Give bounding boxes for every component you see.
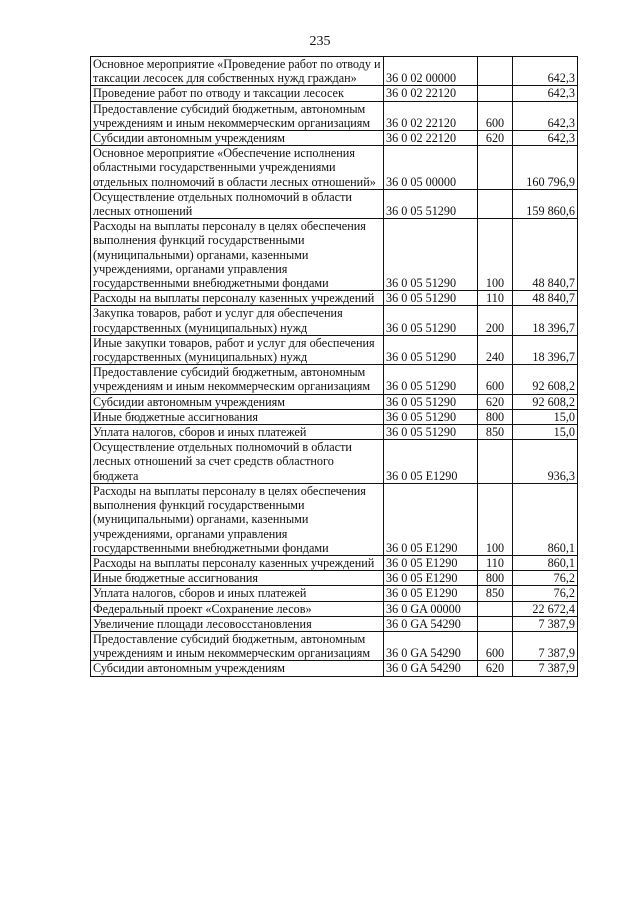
row-name-cell: Закупка товаров, работ и услуг для обеспечения государственных (муниципальных) нужд — [91, 306, 384, 335]
row-expense-type-cell: 850 — [478, 586, 513, 601]
row-code-cell: 36 0 05 51290 — [384, 409, 478, 424]
row-name-cell: Иные бюджетные ассигнования — [91, 571, 384, 586]
row-code-cell: 36 0 GA 54290 — [384, 631, 478, 660]
table-row — [91, 86, 578, 101]
row-sum-cell: 76,2 — [513, 571, 578, 586]
table-row — [91, 425, 578, 440]
table-row — [91, 57, 578, 86]
row-code-cell: 36 0 02 00000 — [384, 57, 478, 86]
row-code-cell: 36 0 05 51290 — [384, 291, 478, 306]
row-name-cell: Субсидии автономным учреждениям — [91, 661, 384, 676]
row-expense-type-cell: 620 — [478, 394, 513, 409]
row-code-cell: 36 0 05 51290 — [384, 219, 478, 291]
row-sum-cell: 860,1 — [513, 555, 578, 570]
row-sum-cell: 18 396,7 — [513, 335, 578, 364]
row-name-cell: Увеличение площади лесовосстановления — [91, 616, 384, 631]
row-name-cell: Расходы на выплаты персоналу в целях обеспечения выполнения функций государственными (муниципальными) органами, казенными учреждениями, органами управления государственными внебюджетными фондами — [91, 219, 384, 291]
table-row — [91, 101, 578, 130]
row-code-cell: 36 0 05 E1290 — [384, 483, 478, 555]
row-code-cell: 36 0 05 51290 — [384, 306, 478, 335]
row-name-cell: Предоставление субсидий бюджетным, автономным учреждениям и иным некоммерческим организациям — [91, 365, 384, 394]
row-name-cell: Расходы на выплаты персоналу в целях обеспечения выполнения функций государственными (муниципальными) органами, казенными учреждениями, органами управления государственными внебюджетными фондами — [91, 483, 384, 555]
row-name-cell: Осуществление отдельных полномочий в области лесных отношений за счет средств областного бюджета — [91, 440, 384, 484]
row-sum-cell: 159 860,6 — [513, 189, 578, 218]
table-row — [91, 291, 578, 306]
table-row — [91, 586, 578, 601]
row-expense-type-cell — [478, 146, 513, 190]
row-code-cell: 36 0 GA 00000 — [384, 601, 478, 616]
row-name-cell: Расходы на выплаты персоналу казенных учреждений — [91, 555, 384, 570]
row-expense-type-cell: 110 — [478, 291, 513, 306]
row-code-cell: 36 0 02 22120 — [384, 101, 478, 130]
row-sum-cell: 642,3 — [513, 86, 578, 101]
row-name-cell: Основное мероприятие «Проведение работ по отводу и таксации лесосек для собственных нужд граждан» — [91, 57, 384, 86]
table-row — [91, 394, 578, 409]
row-sum-cell: 7 387,9 — [513, 631, 578, 660]
row-expense-type-cell: 850 — [478, 425, 513, 440]
table-row — [91, 131, 578, 146]
row-sum-cell: 22 672,4 — [513, 601, 578, 616]
table-row — [91, 219, 578, 291]
row-expense-type-cell: 100 — [478, 483, 513, 555]
row-expense-type-cell: 800 — [478, 409, 513, 424]
row-code-cell: 36 0 05 51290 — [384, 189, 478, 218]
row-expense-type-cell: 600 — [478, 365, 513, 394]
row-name-cell: Проведение работ по отводу и таксации лесосек — [91, 86, 384, 101]
budget-table-body — [91, 57, 578, 677]
row-code-cell: 36 0 02 22120 — [384, 86, 478, 101]
row-code-cell: 36 0 05 51290 — [384, 394, 478, 409]
row-sum-cell: 15,0 — [513, 409, 578, 424]
row-code-cell: 36 0 05 51290 — [384, 425, 478, 440]
table-row — [91, 146, 578, 190]
budget-table — [90, 56, 578, 677]
table-row — [91, 483, 578, 555]
row-name-cell: Предоставление субсидий бюджетным, автономным учреждениям и иным некоммерческим организациям — [91, 631, 384, 660]
row-sum-cell: 160 796,9 — [513, 146, 578, 190]
row-expense-type-cell: 600 — [478, 631, 513, 660]
row-code-cell: 36 0 GA 54290 — [384, 661, 478, 676]
row-sum-cell: 48 840,7 — [513, 219, 578, 291]
table-row — [91, 189, 578, 218]
row-name-cell: Иные закупки товаров, работ и услуг для обеспечения государственных (муниципальных) нужд — [91, 335, 384, 364]
row-expense-type-cell: 200 — [478, 306, 513, 335]
row-sum-cell: 15,0 — [513, 425, 578, 440]
row-sum-cell: 76,2 — [513, 586, 578, 601]
row-expense-type-cell: 240 — [478, 335, 513, 364]
page-number: 235 — [309, 34, 331, 49]
row-expense-type-cell: 600 — [478, 101, 513, 130]
row-expense-type-cell — [478, 616, 513, 631]
row-sum-cell: 642,3 — [513, 131, 578, 146]
row-code-cell: 36 0 05 00000 — [384, 146, 478, 190]
row-sum-cell: 48 840,7 — [513, 291, 578, 306]
row-code-cell: 36 0 05 E1290 — [384, 571, 478, 586]
row-sum-cell: 92 608,2 — [513, 394, 578, 409]
row-code-cell: 36 0 GA 54290 — [384, 616, 478, 631]
row-sum-cell: 7 387,9 — [513, 616, 578, 631]
row-expense-type-cell: 110 — [478, 555, 513, 570]
row-name-cell: Предоставление субсидий бюджетным, автономным учреждениям и иным некоммерческим организациям — [91, 101, 384, 130]
table-row — [91, 601, 578, 616]
row-name-cell: Уплата налогов, сборов и иных платежей — [91, 425, 384, 440]
table-row — [91, 440, 578, 484]
table-row — [91, 571, 578, 586]
row-code-cell: 36 0 05 51290 — [384, 365, 478, 394]
row-expense-type-cell: 800 — [478, 571, 513, 586]
row-expense-type-cell — [478, 440, 513, 484]
row-code-cell: 36 0 05 E1290 — [384, 440, 478, 484]
row-sum-cell: 642,3 — [513, 101, 578, 130]
row-expense-type-cell — [478, 189, 513, 218]
row-expense-type-cell — [478, 601, 513, 616]
row-expense-type-cell: 620 — [478, 131, 513, 146]
row-sum-cell: 18 396,7 — [513, 306, 578, 335]
row-sum-cell: 7 387,9 — [513, 661, 578, 676]
row-code-cell: 36 0 02 22120 — [384, 131, 478, 146]
row-expense-type-cell — [478, 57, 513, 86]
row-name-cell: Федеральный проект «Сохранение лесов» — [91, 601, 384, 616]
table-row — [91, 409, 578, 424]
row-sum-cell: 936,3 — [513, 440, 578, 484]
row-name-cell: Осуществление отдельных полномочий в области лесных отношений — [91, 189, 384, 218]
row-code-cell: 36 0 05 51290 — [384, 335, 478, 364]
row-name-cell: Расходы на выплаты персоналу казенных учреждений — [91, 291, 384, 306]
row-sum-cell: 92 608,2 — [513, 365, 578, 394]
row-name-cell: Субсидии автономным учреждениям — [91, 131, 384, 146]
table-row — [91, 616, 578, 631]
row-name-cell: Основное мероприятие «Обеспечение исполнения областными государственными учреждениями отдельных полномочий в области лесных отношений» — [91, 146, 384, 190]
row-code-cell: 36 0 05 E1290 — [384, 586, 478, 601]
table-row — [91, 661, 578, 676]
table-row — [91, 555, 578, 570]
table-row — [91, 631, 578, 660]
row-expense-type-cell — [478, 86, 513, 101]
row-sum-cell: 860,1 — [513, 483, 578, 555]
row-name-cell: Субсидии автономным учреждениям — [91, 394, 384, 409]
row-name-cell: Уплата налогов, сборов и иных платежей — [91, 586, 384, 601]
table-row — [91, 306, 578, 335]
table-row — [91, 335, 578, 364]
table-row — [91, 365, 578, 394]
row-code-cell: 36 0 05 E1290 — [384, 555, 478, 570]
row-expense-type-cell: 100 — [478, 219, 513, 291]
row-expense-type-cell: 620 — [478, 661, 513, 676]
row-sum-cell: 642,3 — [513, 57, 578, 86]
row-name-cell: Иные бюджетные ассигнования — [91, 409, 384, 424]
